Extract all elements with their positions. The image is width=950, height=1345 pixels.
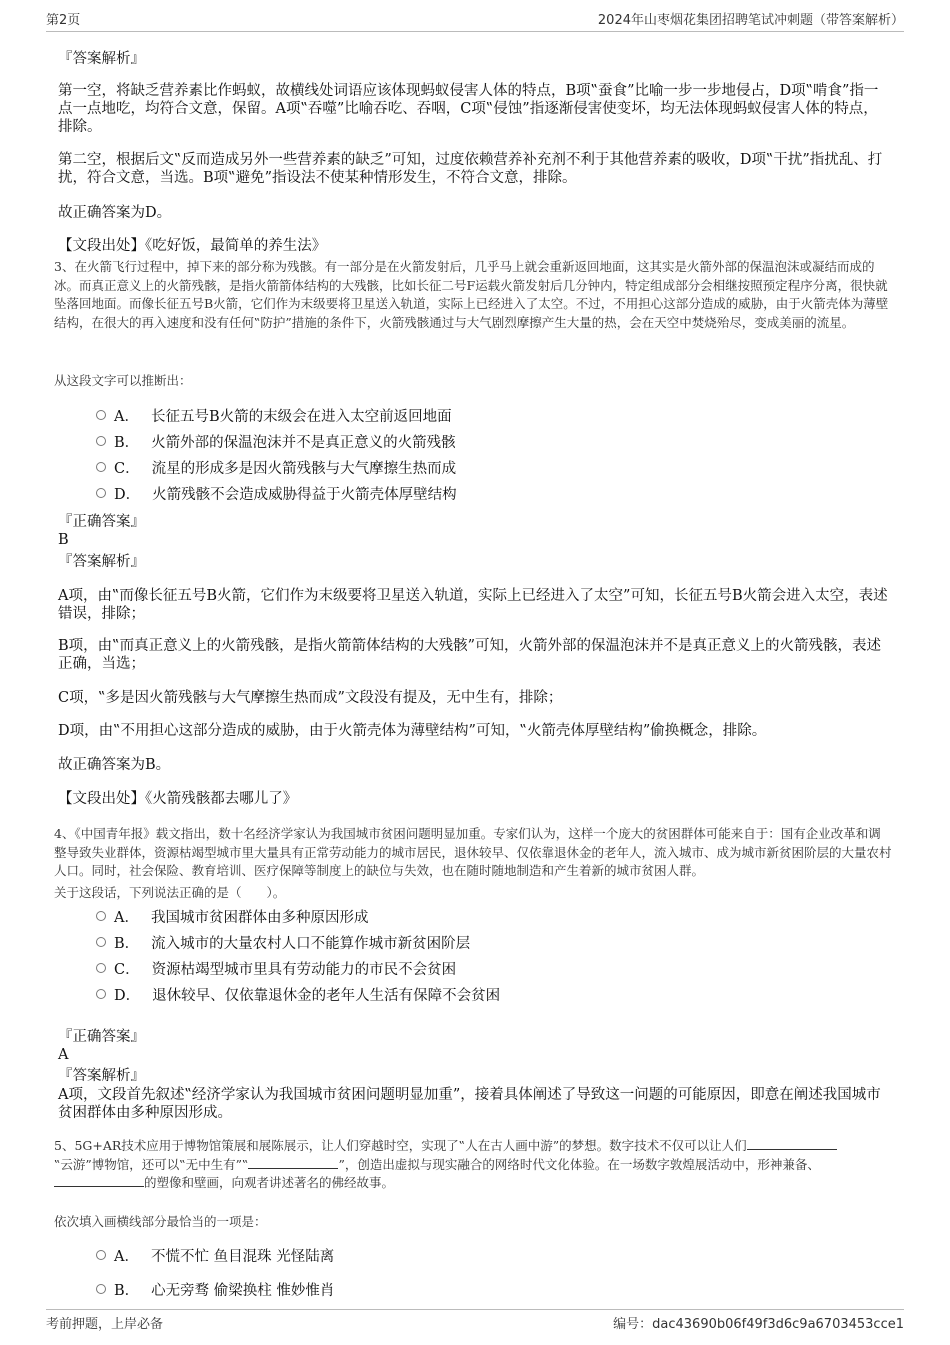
q2-source: 【文段出处】《吃好饭，最简单的养生法》: [58, 238, 327, 254]
q5-option-a[interactable]: [96, 1245, 334, 1265]
q2-analysis-paragraph-2: 第二空，根据后文‟反而造成另外一些营养素的缺乏”可知，过度依赖营养补充剂不利于其他营养素的吸收，D项‟干扰”指扰乱、打扰，符合文意，当选。B项‟避免”指设法不使某种情形发生，不符合文意，排除。: [58, 152, 883, 186]
q4-analysis: A项，文段首先叙述‟经济学家认为我国城市贫困问题明显加重”，接着具体阐述了导致这一问题的可能原因，即意在阐述我国城市贫困群体由多种原因形成。: [58, 1087, 881, 1121]
q5-stem-part-2: ‟云游”博物馆，还可以‟无中生有”‟: [54, 1156, 249, 1172]
option-letter: C．: [114, 961, 140, 978]
q3-analysis-b: B项，由‟而真正意义上的火箭残骸，是指火箭箭体结构的大残骸”可知，火箭外部的保温泡沫并不是真正意义上的火箭残骸，表述正确，当选；: [58, 638, 881, 672]
q4-option-c[interactable]: [96, 958, 456, 978]
header-title: 2024年山枣烟花集团招聘笔试冲刺题（带答案解析）: [597, 13, 904, 28]
q4-option-d[interactable]: [96, 984, 500, 1004]
q5-stem-part-3: ”，创造出虚拟与现实融合的网络时代文化体验。在一场数字敦煌展活动中，形神兼备、: [338, 1156, 820, 1172]
q4-option-a[interactable]: [96, 906, 368, 926]
q4-analysis-label: 『答案解析』: [58, 1068, 145, 1084]
radio-icon[interactable]: [96, 1284, 106, 1294]
q3-option-c[interactable]: [96, 457, 456, 477]
option-text: 资源枯竭型城市里具有劳动能力的市民不会贫困: [151, 961, 457, 978]
option-letter: C．: [114, 460, 140, 477]
q2-conclusion: 故正确答案为D。: [58, 205, 172, 221]
q4-answer-label: 『正确答案』: [58, 1029, 145, 1045]
option-letter: A．: [114, 909, 139, 926]
radio-icon[interactable]: [96, 436, 106, 446]
option-text: 我国城市贫困群体由多种原因形成: [150, 909, 369, 926]
option-letter: A．: [114, 408, 139, 425]
option-text: 火箭残骸不会造成威胁得益于火箭壳体厚壁结构: [152, 486, 457, 503]
option-letter: B．: [114, 935, 140, 952]
q3-answer-label: 『正确答案』: [58, 514, 145, 530]
header-divider: [46, 31, 904, 32]
q3-stem: 3、在火箭飞行过程中，掉下来的部分称为残骸。有一部分是在火箭发射后，几乎马上就会重新返回地面，这其实是火箭外部的保温泡沫或凝结而成的冰。而真正意义上的火箭残骸，是指火箭箭体结构的大残骸，比如长征二号F运载火箭发射后几分钟内，特定组成部分会相继按照预定程序分离，很快就坠落回地面。而像长征五号B火箭，它们作为末级要将卫星送入轨道，实际上已经进入了太空。不过，不用担心这部分造成的威胁，由于火箭壳体为薄壁结构，在很大的再入速度和没有任何‟防护”措施的条件下，火箭残骸通过与大气剧烈摩擦产生大量的热，会在天空中焚烧殆尽，变成美丽的流星。: [54, 259, 889, 330]
q3-analysis-a: A项，由‟而像长征五号B火箭，它们作为末级要将卫星送入轨道，实际上已经进入了太空”可知，长征五号B火箭会进入太空，表述错误，排除；: [58, 588, 888, 622]
option-text: 流入城市的大量农村人口不能算作城市新贫困阶层: [151, 935, 471, 952]
q5-option-b[interactable]: [96, 1279, 334, 1299]
blank-2: [248, 1156, 338, 1169]
q3-option-a[interactable]: [96, 405, 452, 425]
q4-question: 关于这段话，下列说法正确的是（ ）。: [54, 885, 286, 900]
option-text: 心无旁骛 偷梁换柱 惟妙惟肖: [151, 1282, 335, 1299]
option-text: 不慌不忙 鱼目混珠 光怪陆离: [150, 1248, 335, 1265]
q4-option-b[interactable]: [96, 932, 470, 952]
option-text: 退休较早、仅依靠退休金的老年人生活有保障不会贫困: [152, 987, 501, 1004]
q5-question: 依次填入画横线部分最恰当的一项是：: [54, 1214, 267, 1229]
q5-stem: [54, 1137, 892, 1193]
q3-question: 从这段文字可以推断出：: [54, 373, 192, 388]
footer-slogan: 考前押题，上岸必备: [46, 1317, 164, 1332]
q4-answer: A: [58, 1047, 69, 1063]
q3-option-d[interactable]: [96, 483, 457, 503]
q3-answer: B: [58, 532, 69, 548]
radio-icon[interactable]: [96, 937, 106, 947]
radio-icon[interactable]: [96, 963, 106, 973]
q2-analysis-label: 『答案解析』: [58, 51, 145, 67]
radio-icon[interactable]: [96, 410, 106, 420]
blank-3: [54, 1174, 144, 1187]
option-letter: D．: [114, 486, 141, 503]
option-text: 流星的形成多是因火箭残骸与大气摩擦生热而成: [151, 460, 457, 477]
option-text: 长征五号B火箭的末级会在进入太空前返回地面: [150, 408, 452, 425]
q5-stem-part-1: 5、5G+AR技术应用于博物馆策展和展陈展示，让人们穿越时空，实现了‟人在古人画中游”的梦想。数字技术不仅可以让人们: [54, 1138, 747, 1153]
q3-analysis-d: D项，由‟不用担心这部分造成的威胁，由于火箭壳体为薄壁结构”可知，‟火箭壳体厚壁结构”偷换概念，排除。: [58, 723, 767, 739]
footer-serial-number: 编号：dac43690b06f49f3d6c9a6703453cce1: [613, 1317, 904, 1332]
q3-conclusion: 故正确答案为B。: [58, 757, 171, 773]
option-letter: A．: [114, 1248, 139, 1265]
radio-icon[interactable]: [96, 911, 106, 921]
radio-icon[interactable]: [96, 462, 106, 472]
radio-icon[interactable]: [96, 488, 106, 498]
blank-1: [747, 1137, 837, 1150]
radio-icon[interactable]: [96, 1250, 106, 1260]
option-letter: D．: [114, 987, 141, 1004]
option-letter: B．: [114, 1282, 140, 1299]
q3-analysis-c: C项，‟多是因火箭残骸与大气摩擦生热而成”文段没有提及，无中生有，排除；: [58, 690, 563, 706]
q3-analysis-label: 『答案解析』: [58, 554, 145, 570]
header-page-number: 第2页: [46, 13, 81, 28]
q3-source: 【文段出处】《火箭残骸都去哪儿了》: [58, 791, 298, 807]
q3-option-b[interactable]: [96, 431, 456, 451]
q5-stem-part-4: 的塑像和壁画，向观者讲述著名的佛经故事。: [144, 1175, 395, 1190]
q4-stem: 4、《中国青年报》载文指出，数十名经济学家认为我国城市贫困问题明显加重。专家们认为，这样一个庞大的贫困群体可能来自于：国有企业改革和调整导致失业群体，资源枯竭型城市里大量具有正常劳动能力的城市居民，退休较早、仅依靠退休金的老年人，流入城市、成为城市新贫困阶层的大量农村人口。同时，社会保险、教育培训、医疗保障等制度上的缺位与失效，也在随时随地制造和产生着新的城市贫困人群。: [54, 826, 892, 878]
radio-icon[interactable]: [96, 989, 106, 999]
footer-divider: [46, 1309, 904, 1310]
option-letter: B．: [114, 434, 140, 451]
q2-analysis-paragraph-1: 第一空，将缺乏营养素比作蚂蚁，故横线处词语应该体现蚂蚁侵害人体的特点，B项‟蚕食”比喻一步一步地侵占，D项‟啃食”指一点一点地吃，均符合文意，保留。A项‟吞噬”比喻吞吃、吞咽，C项‟侵蚀”指逐渐侵害使变坏，均无法体现蚂蚁侵害人体的特点，排除。: [58, 83, 879, 135]
option-text: 火箭外部的保温泡沫并不是真正意义的火箭残骸: [151, 434, 456, 451]
